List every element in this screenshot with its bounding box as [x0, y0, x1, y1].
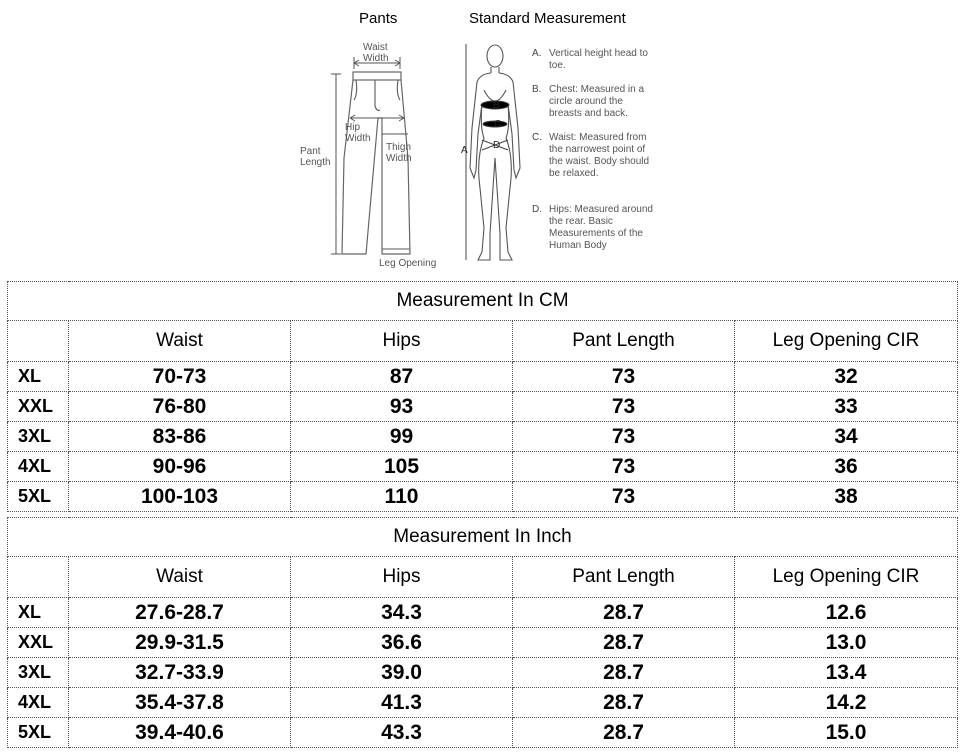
- hips-cell: 39.0: [291, 658, 513, 688]
- table-row: [8, 718, 958, 748]
- hips-cell: 93: [291, 392, 513, 422]
- leg-opening-cell: 36: [735, 452, 958, 482]
- note-d: D. Hips: Measured around the rear. Basic Measurements of the Human Body: [532, 204, 653, 251]
- waist-cell: 39.4-40.6: [69, 718, 291, 748]
- thigh-width-label: Thigh Width: [386, 142, 412, 164]
- table-caption: Measurement In Inch: [8, 518, 958, 557]
- hips-cell: 105: [291, 452, 513, 482]
- table-row: [8, 482, 958, 512]
- size-cell: 5XL: [8, 718, 69, 748]
- hips-cell: 43.3: [291, 718, 513, 748]
- note-a: A. Vertical height head to toe.: [532, 48, 648, 71]
- pant-length-label: Pant Length: [300, 146, 331, 168]
- header-cell: Waist: [69, 321, 291, 362]
- pant-length-cell: 28.7: [513, 658, 735, 688]
- pant-length-cell: 73: [513, 392, 735, 422]
- human-figure-diagram: [460, 38, 530, 270]
- measurement-illustration: [0, 0, 962, 276]
- pant-length-cell: 28.7: [513, 628, 735, 658]
- size-table-cm: [7, 281, 958, 512]
- header-cell: Pant Length: [513, 321, 735, 362]
- pant-length-cell: 73: [513, 362, 735, 392]
- waist-cell: 32.7-33.9: [69, 658, 291, 688]
- hips-cell: 34.3: [291, 598, 513, 628]
- pant-length-cell: 73: [513, 452, 735, 482]
- pant-length-cell: 73: [513, 482, 735, 512]
- table-row: [8, 452, 958, 482]
- leg-opening-cell: 13.4: [735, 658, 958, 688]
- pants-title: Pants: [359, 10, 398, 27]
- size-table-inch: [7, 517, 958, 748]
- waist-cell: 76-80: [69, 392, 291, 422]
- waist-cell: 29.9-31.5: [69, 628, 291, 658]
- waist-cell: 70-73: [69, 362, 291, 392]
- header-cell: [8, 321, 69, 362]
- table-caption: Measurement In CM: [8, 282, 958, 321]
- header-cell: Leg Opening CIR: [735, 321, 958, 362]
- size-cell: 3XL: [8, 422, 69, 452]
- table-row: [8, 628, 958, 658]
- table-row: [8, 658, 958, 688]
- pants-diagram: [320, 38, 450, 260]
- size-cell: 4XL: [8, 688, 69, 718]
- waist-cell: 100-103: [69, 482, 291, 512]
- table-row: [8, 422, 958, 452]
- waist-width-label: Waist Width: [363, 42, 389, 64]
- header-cell: Pant Length: [513, 557, 735, 598]
- waist-cell: 27.6-28.7: [69, 598, 291, 628]
- table-header-row: [8, 321, 958, 362]
- size-cell: XXL: [8, 392, 69, 422]
- figure-letter-b: B: [493, 100, 500, 111]
- hips-cell: 41.3: [291, 688, 513, 718]
- leg-opening-cell: 15.0: [735, 718, 958, 748]
- header-cell: Hips: [291, 321, 513, 362]
- size-cell: XL: [8, 362, 69, 392]
- waist-cell: 90-96: [69, 452, 291, 482]
- figure-letter-c: C: [494, 119, 502, 130]
- table-row: [8, 392, 958, 422]
- table-row: [8, 362, 958, 392]
- hip-width-label: Hip Width: [345, 122, 371, 144]
- waist-cell: 35.4-37.8: [69, 688, 291, 718]
- table-row: [8, 688, 958, 718]
- header-cell: Hips: [291, 557, 513, 598]
- note-b: B. Chest: Measured in a circle around the breasts and back.: [532, 84, 645, 119]
- leg-opening-label: Leg Opening: [379, 258, 437, 269]
- leg-opening-cell: 33: [735, 392, 958, 422]
- size-cell: 4XL: [8, 452, 69, 482]
- table-header-row: [8, 557, 958, 598]
- leg-opening-cell: 34: [735, 422, 958, 452]
- hips-cell: 99: [291, 422, 513, 452]
- hips-cell: 36.6: [291, 628, 513, 658]
- pant-length-cell: 28.7: [513, 718, 735, 748]
- header-cell: Waist: [69, 557, 291, 598]
- pant-length-cell: 28.7: [513, 688, 735, 718]
- size-cell: XL: [8, 598, 69, 628]
- hips-cell: 87: [291, 362, 513, 392]
- figure-letter-a: A: [461, 145, 468, 156]
- waist-cell: 83-86: [69, 422, 291, 452]
- size-cell: XXL: [8, 628, 69, 658]
- note-c: C. Waist: Measured from the narrowest point of the waist. Body should be relaxed.: [532, 132, 650, 179]
- pant-length-cell: 73: [513, 422, 735, 452]
- leg-opening-cell: 12.6: [735, 598, 958, 628]
- header-cell: Leg Opening CIR: [735, 557, 958, 598]
- leg-opening-cell: 32: [735, 362, 958, 392]
- header-cell: [8, 557, 69, 598]
- table-row: [8, 598, 958, 628]
- pant-length-cell: 28.7: [513, 598, 735, 628]
- standard-measurement-title: Standard Measurement: [469, 10, 626, 27]
- leg-opening-cell: 38: [735, 482, 958, 512]
- hips-cell: 110: [291, 482, 513, 512]
- size-cell: 3XL: [8, 658, 69, 688]
- figure-letter-d: D: [493, 140, 501, 151]
- size-cell: 5XL: [8, 482, 69, 512]
- leg-opening-cell: 13.0: [735, 628, 958, 658]
- leg-opening-cell: 14.2: [735, 688, 958, 718]
